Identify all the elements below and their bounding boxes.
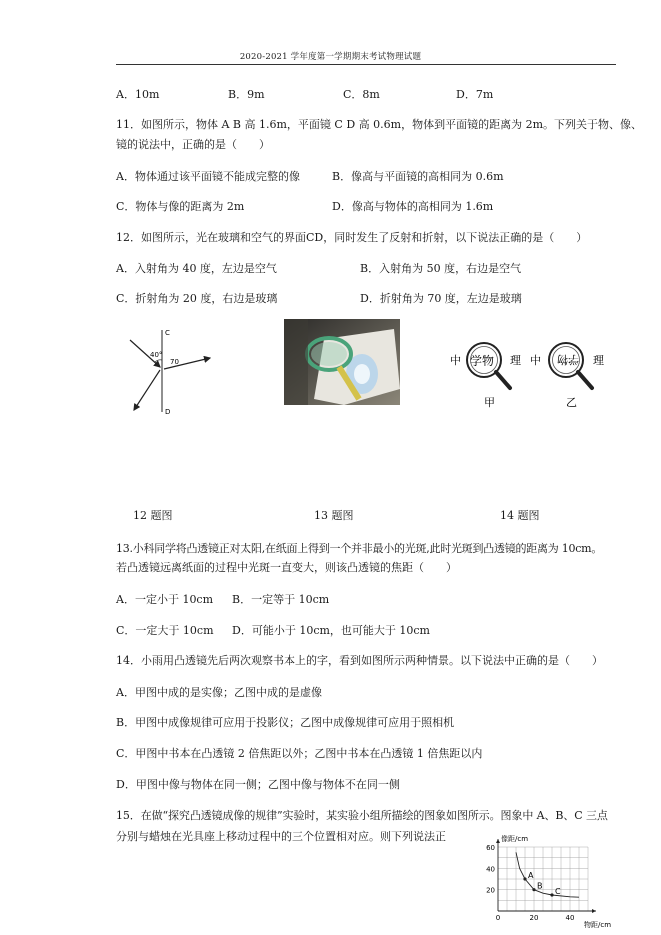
angle-label-2: 70 <box>170 358 179 366</box>
x-tick-label: 20 <box>529 914 539 922</box>
q11-stem-line1: 11．如图所示，物体 A B 高 1.6m，平面镜 C D 高 0.6m，物体到平面镜的距离为 2m。下列关于物、像、 <box>116 118 643 131</box>
fig14-right-char2: 理 <box>593 354 604 367</box>
q11-option-a: A．物体通过该平面镜不能成完整的像 <box>116 170 300 183</box>
fig13-photo-sun-lens <box>284 319 400 405</box>
fig14-left-magnified-text: 学物 <box>470 354 495 368</box>
ray-lower-left <box>134 370 160 410</box>
point-label-a: A <box>528 871 534 880</box>
header-divider <box>116 64 616 65</box>
q13-stem-line1: 13.小科同学将凸透镜正对太阳,在纸面上得到一个并非最小的光斑,此时光斑到凸透镜的距离为 10cm。 <box>116 542 603 555</box>
q13-option-d: D．可能小于 10cm，也可能大于 10cm <box>232 624 430 637</box>
data-point-c <box>550 893 553 896</box>
q14-option-c: C．甲图中书本在凸透镜 2 倍焦距以外；乙图中书本在凸透镜 1 倍焦距以内 <box>116 747 483 760</box>
fig14-magnifier-comparison <box>446 338 616 410</box>
q13-option-a: A．一定小于 10cm <box>116 593 214 606</box>
fig14-right-char1: 中 <box>530 354 541 367</box>
label-c: C <box>165 329 170 337</box>
fig12-refraction-diagram <box>120 322 220 422</box>
fig14-caption: 14 题图 <box>500 509 540 522</box>
fig14-left-char2: 理 <box>510 354 521 367</box>
q10-option-d: D．7m <box>456 88 494 101</box>
fig14-label-left: 甲 <box>484 396 495 409</box>
q11-option-d: D．像高与物体的高相同为 1.6m <box>332 200 494 213</box>
q12-option-d: D．折射角为 70 度，左边是玻璃 <box>360 292 522 305</box>
y-axis-label: 像距/cm <box>501 835 529 843</box>
curve-line <box>516 852 579 897</box>
q12-stem: 12．如图所示，光在玻璃和空气的界面CD，同时发生了反射和折射，以下说法正确的是（ ） <box>116 231 588 244</box>
q14-option-a: A．甲图中成的是实像；乙图中成的是虚像 <box>116 686 322 699</box>
chart-grid <box>498 847 588 911</box>
y-tick-label: 20 <box>486 886 495 895</box>
angle-label-1: 40° <box>150 351 163 359</box>
q14-option-d: D．甲图中像与物体在同一侧；乙图中像与物体不在同一侧 <box>116 778 400 791</box>
page-header-title: 2020-2021 学年度第一学期期末考试物理试题 <box>239 52 422 62</box>
q11-option-b: B．像高与平面镜的高相同为 0.6m <box>332 170 504 183</box>
q15-stem-line1: 15．在做“探究凸透镜成像的规律”实验时，某实验小组所描绘的图象如图所示。图象中 A、B、C 三点 <box>116 809 608 822</box>
q14-stem: 14．小雨用凸透镜先后两次观察书本上的字，看到如图所示两种情景。以下说法中正确的是（ ） <box>116 654 603 667</box>
q13-option-c: C．一定大于 10cm <box>116 624 214 637</box>
y-tick-label: 60 <box>486 844 495 852</box>
q10-option-a: A．10m <box>116 88 160 101</box>
label-d: D <box>165 408 171 416</box>
q12-option-c: C．折射角为 20 度，右边是玻璃 <box>116 292 278 305</box>
x-tick-label: 0 <box>495 914 501 922</box>
q12-option-b: B．入射角为 50 度，右边是空气 <box>360 262 522 275</box>
chart-axes <box>496 839 596 913</box>
fig14-right-inverted-text: 学物 <box>557 353 579 366</box>
point-label-c: C <box>555 887 561 896</box>
fig13-caption: 13 题图 <box>314 509 354 522</box>
q10-option-c: C．8m <box>343 88 380 101</box>
x-axis-arrow <box>592 909 596 913</box>
fig12-caption: 12 题图 <box>133 509 173 522</box>
fig14-left-char1: 中 <box>450 354 461 367</box>
fig14-label-right: 乙 <box>566 396 577 409</box>
q11-option-c: C．物体与像的距离为 2m <box>116 200 245 213</box>
q12-option-a: A．入射角为 40 度，左边是空气 <box>116 262 277 275</box>
x-axis-label: 物距/cm <box>584 921 612 928</box>
chart-curve <box>516 852 579 897</box>
q11-stem-line2: 镜的说法中，正确的是（ ） <box>116 138 270 151</box>
q10-option-b: B．9m <box>228 88 265 101</box>
q15-image-distance-chart <box>478 826 638 928</box>
x-tick-label: 40 <box>565 914 575 922</box>
chart-labels <box>486 834 611 928</box>
q13-stem-line2: 若凸透镜远离纸面的过程中光斑一直变大，则该凸透镜的焦距（ ） <box>116 561 457 574</box>
q15-stem-line2: 分别与蜡烛在光具座上移动过程中的三个位置相对应。则下列说法正 <box>116 830 446 843</box>
point-label-b: B <box>537 881 543 891</box>
data-point-a <box>523 877 526 880</box>
q14-option-b: B．甲图中成像规律可应用于投影仪；乙图中成像规律可应用于照相机 <box>116 716 455 729</box>
y-axis-arrow <box>496 839 500 843</box>
data-point-b <box>532 888 535 891</box>
q13-option-b: B．一定等于 10cm <box>232 593 330 606</box>
y-tick-label: 40 <box>486 865 495 874</box>
